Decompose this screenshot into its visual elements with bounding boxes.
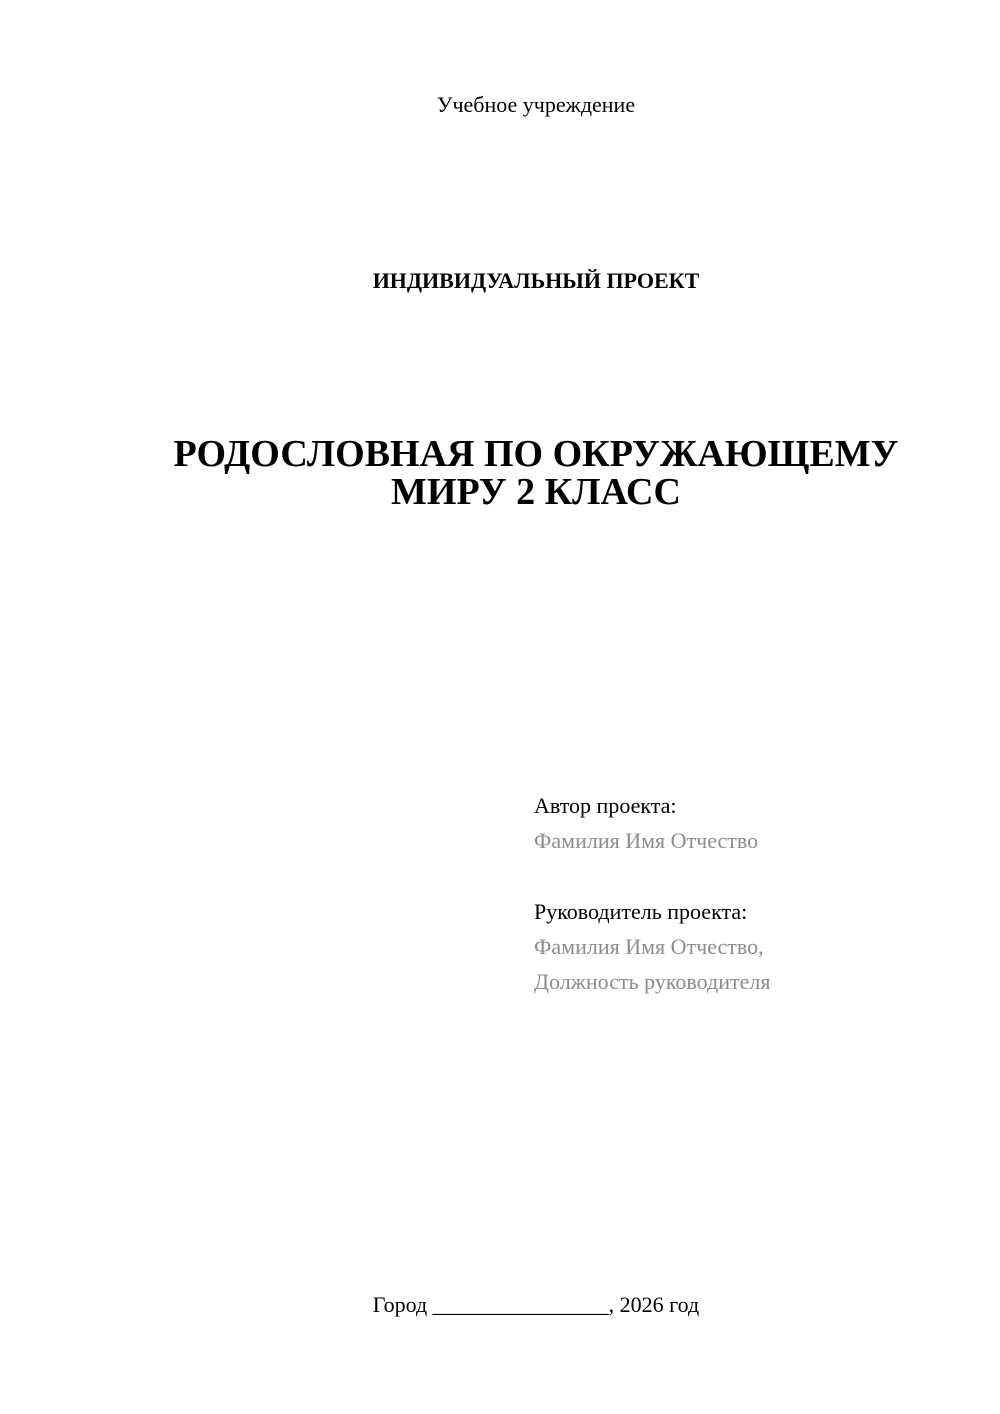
supervisor-label: Руководитель проекта: <box>534 899 748 924</box>
credits-spacer <box>534 858 974 894</box>
city-year-footer: Город ________________, 2026 год <box>372 1292 700 1317</box>
author-name: Фамилия Имя Отчество <box>534 828 759 853</box>
project-type-heading: ИНДИВИДУАЛЬНЫЙ ПРОЕКТ <box>372 268 700 293</box>
supervisor-name: Фамилия Имя Отчество, <box>534 934 764 959</box>
institution-name: Учебное учреждение <box>436 92 636 117</box>
supervisor-position: Должность руководителя <box>534 969 771 994</box>
project-title-line-1: РОДОСЛОВНАЯ ПО ОКРУЖАЮЩЕМУ <box>173 433 899 475</box>
project-title <box>72 435 1000 511</box>
author-label: Автор проекта: <box>534 793 677 818</box>
project-credits <box>534 788 974 999</box>
project-title-line-2: МИРУ 2 КЛАСС <box>391 471 681 513</box>
